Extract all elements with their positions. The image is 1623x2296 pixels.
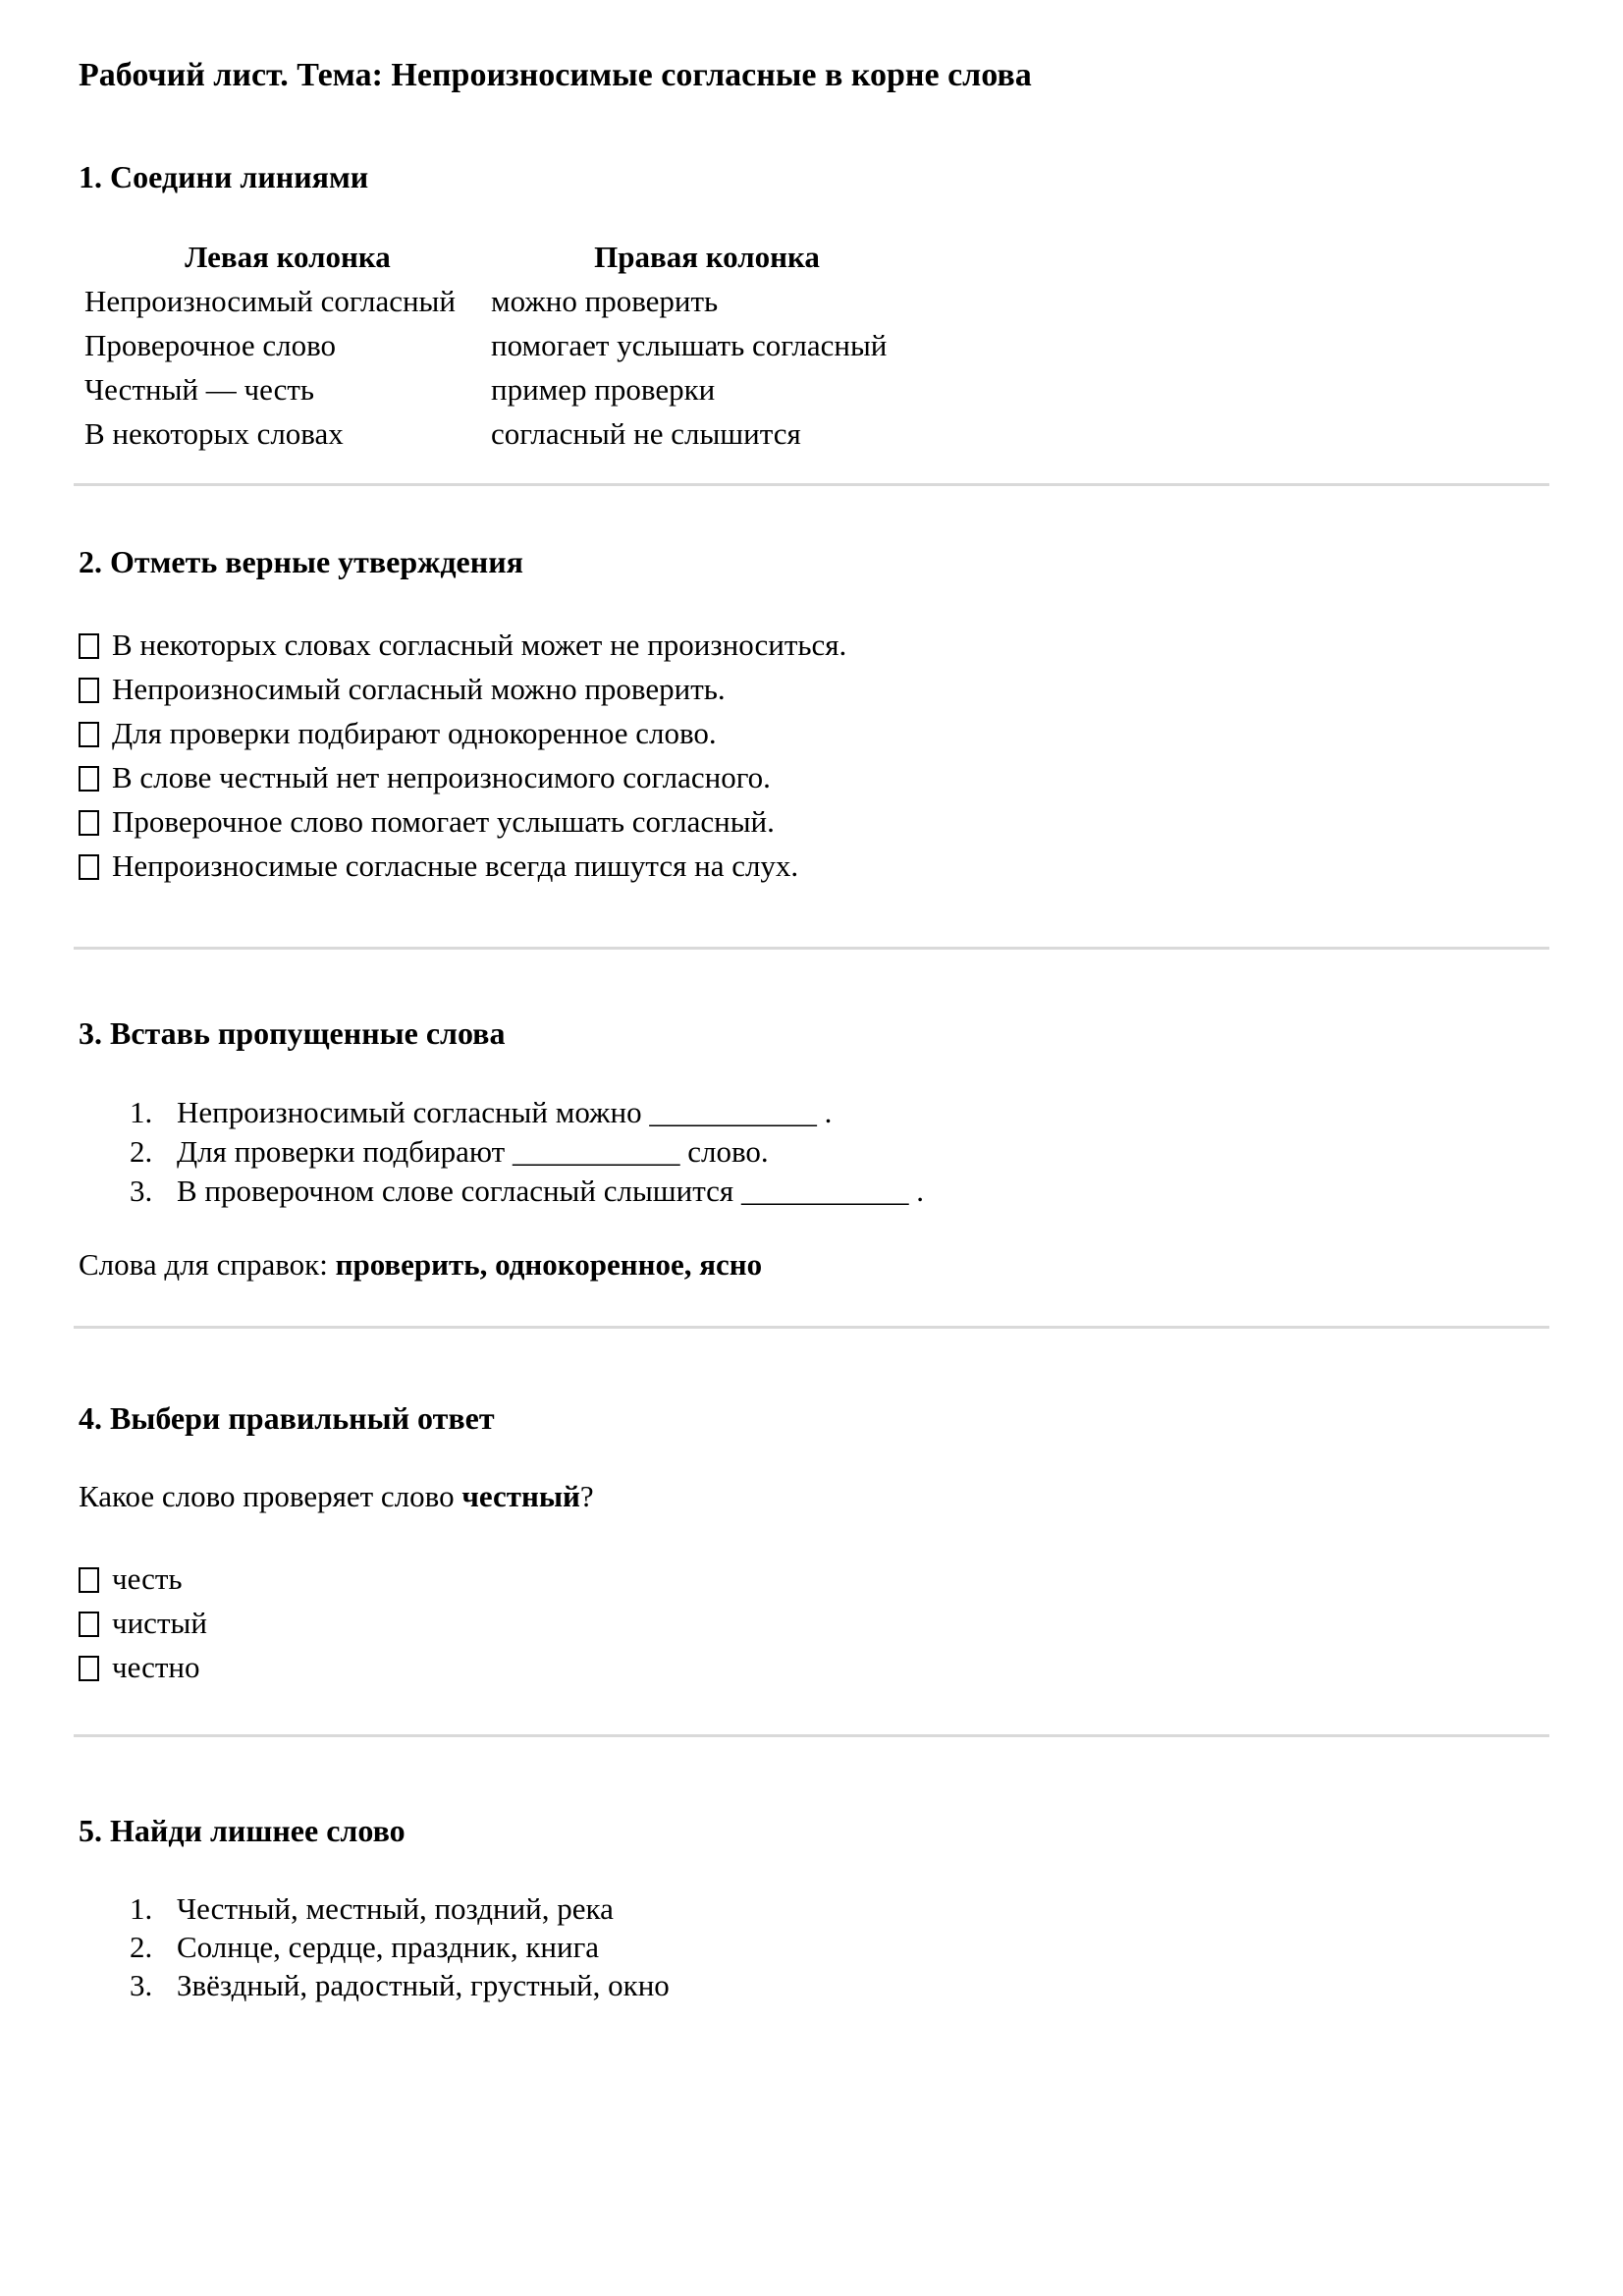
option-row (79, 1608, 1549, 1639)
table-row (84, 373, 1549, 406)
section3-heading: 3. Вставь пропущенные слова (79, 1015, 506, 1052)
right-cell: пример проверки (491, 371, 716, 407)
left-cell: Непроизносимый согласный (84, 283, 456, 318)
statement-text: Непроизносимый согласный можно проверить. (112, 672, 726, 707)
checkbox[interactable] (79, 1567, 99, 1593)
left-cell: В некоторых словах (84, 415, 344, 451)
answer-options (79, 1563, 1549, 1683)
left-column-header: Левая колонка (185, 239, 391, 274)
item-number: 3. (130, 1173, 153, 1208)
section2-heading: 2. Отметь верные утверждения (79, 543, 523, 579)
checkbox[interactable] (79, 633, 99, 659)
statement-row (79, 674, 1549, 705)
right-column-header: Правая колонка (594, 239, 820, 274)
table-row (84, 285, 1549, 317)
section-divider (74, 947, 1549, 950)
section-divider (74, 1326, 1549, 1329)
item-number: 1. (130, 1094, 153, 1129)
statement-row (79, 850, 1549, 882)
checkbox[interactable] (79, 722, 99, 747)
checkbox[interactable] (79, 1656, 99, 1681)
item-text: В проверочном слове согласный слышится ___________ . (177, 1173, 924, 1208)
right-cell: можно проверить (491, 283, 719, 318)
odd-word-out-list (79, 1892, 1549, 2001)
item-text: Солнце, сердце, праздник, книга (177, 1930, 600, 1965)
table-row (84, 417, 1549, 450)
question-word: честный (461, 1479, 580, 1514)
statement-text: Непроизносимые согласные всегда пишутся на слух. (112, 848, 799, 884)
table-row (84, 329, 1549, 361)
list-item (79, 1135, 1549, 1168)
option-text: честно (112, 1650, 200, 1685)
checkbox[interactable] (79, 810, 99, 836)
option-row (79, 1563, 1549, 1595)
option-text: чистый (112, 1606, 207, 1641)
statement-row (79, 718, 1549, 749)
item-text: Непроизносимый согласный можно ___________ . (177, 1094, 833, 1129)
list-item (79, 1892, 1549, 1925)
option-text: честь (112, 1561, 183, 1597)
statement-row (79, 629, 1549, 661)
reference-words: проверить, однокоренное, ясно (335, 1246, 763, 1282)
checkbox[interactable] (79, 766, 99, 792)
statement-text: Проверочное слово помогает услышать согласный. (112, 804, 775, 840)
section5-heading: 5. Найди лишнее слово (79, 1813, 406, 1849)
matching-table (84, 241, 1549, 450)
right-cell: помогает услышать согласный (491, 327, 888, 362)
section-divider (74, 483, 1549, 486)
page-title: Рабочий лист. Тема: Непроизносимые согласные в корне слова (79, 57, 1032, 93)
statements-checklist (79, 629, 1549, 882)
statement-text: В некоторых словах согласный может не произноситься. (112, 628, 847, 663)
right-cell: согласный не слышится (491, 415, 801, 451)
section-divider (74, 1734, 1549, 1737)
statement-text: Для проверки подбирают однокоренное слово. (112, 716, 717, 751)
item-number: 2. (130, 1133, 153, 1169)
checkbox[interactable] (79, 1612, 99, 1637)
list-item (79, 1969, 1549, 2001)
list-item (79, 1096, 1549, 1128)
statement-row (79, 762, 1549, 793)
statement-row (79, 806, 1549, 838)
left-cell: Проверочное слово (84, 327, 337, 362)
item-text: Для проверки подбирают ___________ слово. (177, 1133, 769, 1169)
list-item (79, 1175, 1549, 1207)
fill-in-blanks-list (79, 1096, 1549, 1207)
reference-label: Слова для справок: (79, 1246, 336, 1282)
checkbox[interactable] (79, 854, 99, 880)
item-number: 1. (130, 1891, 153, 1927)
question-prefix: Какое слово проверяет слово (79, 1479, 462, 1514)
matching-table-header-row (84, 241, 1549, 273)
reference-words-line (79, 1248, 1549, 1281)
list-item (79, 1931, 1549, 1963)
checkbox[interactable] (79, 678, 99, 703)
item-text: Честный, местный, поздний, река (177, 1891, 614, 1927)
item-number: 2. (130, 1930, 153, 1965)
question-line (79, 1480, 1549, 1512)
section4-heading: 4. Выбери правильный ответ (79, 1399, 495, 1436)
option-row (79, 1652, 1549, 1683)
item-text: Звёздный, радостный, грустный, окно (177, 1968, 670, 2003)
item-number: 3. (130, 1968, 153, 2003)
question-suffix: ? (579, 1479, 594, 1514)
statement-text: В слове честный нет непроизносимого согласного. (112, 760, 771, 795)
left-cell: Честный — честь (84, 371, 315, 407)
section1-heading: 1. Соедини линиями (79, 158, 369, 194)
